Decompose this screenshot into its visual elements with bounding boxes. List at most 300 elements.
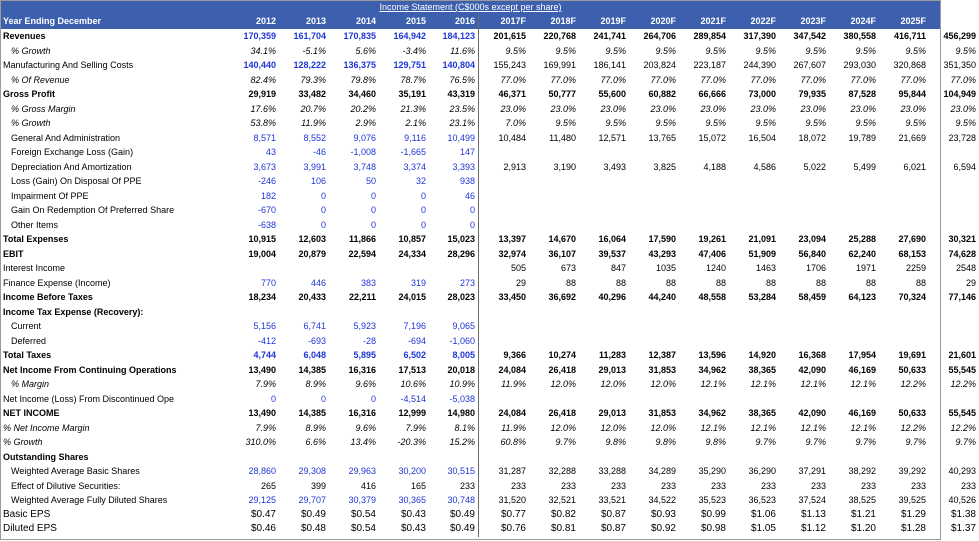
table-cell[interactable]: 21.3% (400, 103, 426, 114)
table-cell[interactable]: 77.0% (750, 74, 776, 85)
table-cell[interactable]: 23.0% (600, 103, 626, 114)
table-cell[interactable]: 12.2% (950, 379, 976, 389)
table-cell[interactable]: $0.93 (650, 508, 676, 520)
table-cell[interactable]: 20.2% (350, 103, 376, 114)
table-cell[interactable]: 95,844 (898, 89, 926, 99)
table-cell[interactable]: 12.0% (600, 379, 626, 389)
table-cell[interactable]: 0 (429, 218, 479, 233)
table-cell[interactable]: 0 (270, 393, 276, 404)
table-cell[interactable]: $0.43 (400, 523, 426, 534)
table-cell[interactable]: 23.0% (850, 103, 876, 114)
table-cell[interactable]: 29,308 (298, 466, 326, 476)
table-cell[interactable]: 140,440 (243, 60, 276, 70)
table-cell[interactable]: 11.9% (501, 422, 526, 433)
table-cell[interactable]: 48,558 (698, 292, 726, 302)
table-cell[interactable]: 9.5% (755, 45, 776, 56)
table-cell[interactable]: 12.1% (750, 422, 776, 433)
table-cell[interactable] (929, 145, 979, 160)
table-cell[interactable]: 6,741 (303, 321, 326, 331)
table-cell[interactable]: 32,288 (548, 466, 576, 476)
table-cell[interactable]: 16,504 (748, 132, 776, 143)
table-cell[interactable] (829, 450, 879, 465)
table-cell[interactable]: $0.77 (500, 508, 526, 520)
table-cell[interactable]: 5,499 (853, 161, 876, 172)
table-cell[interactable] (379, 261, 429, 276)
table-cell[interactable]: 43,293 (648, 248, 676, 259)
table-cell[interactable]: 10,857 (398, 234, 426, 244)
table-cell[interactable]: $0.49 (429, 508, 479, 523)
table-cell[interactable]: 17,590 (648, 234, 676, 244)
table-cell[interactable]: 1971 (855, 263, 876, 273)
table-cell[interactable]: 0 (370, 190, 376, 201)
table-cell[interactable]: 32,974 (498, 248, 526, 259)
table-cell[interactable] (779, 392, 829, 407)
table-cell[interactable]: 82.4% (250, 74, 276, 85)
table-cell[interactable]: 3,374 (403, 161, 426, 172)
table-cell[interactable]: 1035 (655, 263, 676, 273)
table-cell[interactable] (929, 450, 979, 465)
table-cell[interactable]: 18,072 (798, 132, 826, 143)
table-cell[interactable]: 47,406 (698, 248, 726, 259)
table-cell[interactable]: $0.54 (350, 508, 376, 520)
table-cell[interactable]: 23.0% (550, 103, 576, 114)
table-cell[interactable] (679, 334, 729, 349)
table-cell[interactable]: 34.1% (250, 45, 276, 56)
table-cell[interactable]: 416,711 (893, 31, 926, 41)
table-cell[interactable]: 34,460 (348, 89, 376, 99)
table-cell[interactable]: $0.47 (250, 508, 276, 520)
table-cell[interactable] (629, 203, 679, 218)
table-cell[interactable]: 12.1% (800, 379, 826, 389)
table-cell[interactable]: 9.7% (855, 437, 876, 447)
table-cell[interactable]: 12.1% (700, 422, 726, 433)
table-cell[interactable]: 12.1% (850, 379, 876, 389)
table-cell[interactable] (729, 189, 779, 204)
table-cell[interactable]: 7.9% (405, 422, 426, 433)
table-cell[interactable] (529, 319, 579, 334)
table-cell[interactable]: 9.5% (655, 45, 676, 56)
table-cell[interactable] (529, 334, 579, 349)
table-cell[interactable]: 5.6% (355, 45, 376, 56)
table-cell[interactable]: 0 (420, 205, 426, 215)
table-cell[interactable] (779, 305, 829, 320)
table-cell[interactable] (679, 305, 729, 320)
table-cell[interactable]: 233 (860, 480, 876, 491)
table-cell[interactable]: 36,107 (548, 248, 576, 259)
table-cell[interactable]: 9.5% (805, 45, 826, 56)
table-cell[interactable]: 20,879 (298, 248, 326, 259)
table-cell[interactable]: 5,923 (353, 321, 376, 331)
table-cell[interactable] (529, 174, 579, 189)
year-header-2018F[interactable]: 2018F (550, 16, 576, 26)
row-label[interactable]: Depreciation And Amortization (11, 161, 132, 172)
table-cell[interactable]: 9.5% (805, 118, 826, 128)
table-cell[interactable]: 18,234 (248, 292, 276, 302)
table-cell[interactable]: 310.0% (245, 437, 276, 447)
table-cell[interactable]: 3,748 (353, 161, 376, 172)
row-label[interactable]: Revenues (3, 31, 46, 41)
table-cell[interactable]: 30,515 (429, 464, 479, 479)
year-header-2014[interactable]: 2014 (355, 16, 376, 26)
row-label[interactable]: General And Administration (11, 132, 121, 143)
table-cell[interactable] (279, 261, 329, 276)
table-cell[interactable] (929, 319, 979, 334)
table-cell[interactable]: 38,365 (748, 364, 776, 375)
table-cell[interactable]: 17.6% (250, 103, 276, 114)
table-cell[interactable]: 51,909 (748, 248, 776, 259)
table-cell[interactable]: 34,522 (648, 495, 676, 505)
table-cell[interactable]: 9.6% (355, 422, 376, 433)
table-cell[interactable]: 6,594 (953, 161, 976, 172)
table-cell[interactable]: 12,999 (398, 408, 426, 418)
table-cell[interactable] (579, 450, 629, 465)
row-label[interactable]: EBIT (3, 248, 24, 259)
row-label[interactable]: Manufacturing And Selling Costs (3, 60, 134, 70)
table-cell[interactable]: 12.2% (900, 379, 926, 389)
table-cell[interactable] (929, 174, 979, 189)
table-cell[interactable]: 0 (370, 393, 376, 404)
table-cell[interactable] (579, 334, 629, 349)
table-cell[interactable]: 233 (560, 480, 576, 491)
table-cell[interactable]: 21,669 (898, 132, 926, 143)
table-cell[interactable]: 23.5% (429, 102, 479, 117)
row-label[interactable]: Effect of Dilutive Securities: (11, 480, 121, 491)
table-cell[interactable] (729, 145, 779, 160)
table-cell[interactable]: 79.3% (300, 74, 326, 85)
table-cell[interactable] (479, 392, 529, 407)
table-cell[interactable]: 60,882 (648, 89, 676, 99)
table-cell[interactable]: -694 (407, 335, 426, 346)
table-cell[interactable]: -3.4% (402, 45, 426, 56)
table-cell[interactable]: 12.0% (600, 422, 626, 433)
table-cell[interactable]: 2,913 (503, 161, 526, 172)
year-header-2024F[interactable]: 2024F (850, 16, 876, 26)
table-cell[interactable]: 106 (310, 176, 326, 186)
table-cell[interactable]: 201,615 (493, 31, 526, 41)
table-cell[interactable]: 233 (910, 480, 926, 491)
table-cell[interactable]: 0 (420, 190, 426, 201)
table-cell[interactable] (629, 334, 679, 349)
table-cell[interactable]: 88 (915, 277, 926, 288)
table-cell[interactable]: 24,084 (498, 364, 526, 375)
table-cell[interactable]: 42,090 (798, 408, 826, 418)
table-cell[interactable]: 33,288 (598, 466, 626, 476)
table-cell[interactable]: 4,586 (753, 161, 776, 172)
table-cell[interactable]: 35,290 (698, 466, 726, 476)
table-cell[interactable]: 456,299 (943, 31, 976, 41)
table-cell[interactable]: 184,123 (429, 29, 479, 44)
table-cell[interactable]: 23.0% (650, 103, 676, 114)
table-cell[interactable]: 13,765 (648, 132, 676, 143)
row-label[interactable]: Weighted Average Fully Diluted Shares (11, 495, 168, 505)
table-cell[interactable] (479, 334, 529, 349)
table-cell[interactable]: 9.5% (905, 118, 926, 128)
table-cell[interactable]: 77.0% (900, 74, 926, 85)
table-cell[interactable] (829, 189, 879, 204)
table-cell[interactable] (829, 145, 879, 160)
table-cell[interactable]: 9.5% (655, 118, 676, 128)
table-cell[interactable] (729, 450, 779, 465)
table-cell[interactable] (679, 174, 729, 189)
table-cell[interactable]: 347,542 (793, 31, 826, 41)
table-cell[interactable] (429, 450, 479, 465)
table-cell[interactable]: 8,571 (253, 132, 276, 143)
row-label[interactable]: Deferred (11, 335, 47, 346)
table-cell[interactable]: 23.1% (429, 116, 479, 131)
table-cell[interactable]: 79,935 (798, 89, 826, 99)
table-cell[interactable] (929, 189, 979, 204)
table-cell[interactable]: 3,825 (653, 161, 676, 172)
table-cell[interactable]: -246 (257, 176, 276, 186)
table-cell[interactable] (779, 218, 829, 233)
table-cell[interactable]: 34,962 (698, 408, 726, 418)
table-cell[interactable] (779, 145, 829, 160)
table-cell[interactable]: 29 (515, 277, 526, 288)
table-cell[interactable] (529, 392, 579, 407)
table-cell[interactable]: 60.8% (500, 437, 526, 447)
year-header-2020F[interactable]: 2020F (650, 16, 676, 26)
row-label[interactable]: Total Expenses (3, 234, 69, 244)
table-cell[interactable]: 8.9% (305, 379, 326, 389)
table-cell[interactable] (479, 189, 529, 204)
year-header-2015[interactable]: 2015 (405, 16, 426, 26)
table-cell[interactable]: 14,385 (298, 364, 326, 375)
table-cell[interactable]: 11,866 (348, 234, 376, 244)
table-cell[interactable] (429, 305, 479, 320)
table-cell[interactable]: 24,015 (398, 292, 426, 302)
table-cell[interactable] (579, 305, 629, 320)
table-cell[interactable]: $0.48 (300, 523, 326, 534)
table-cell[interactable]: 26,418 (548, 408, 576, 418)
table-cell[interactable]: 1463 (755, 263, 776, 273)
table-cell[interactable] (529, 189, 579, 204)
table-cell[interactable]: 33,450 (498, 292, 526, 302)
table-cell[interactable]: 35,523 (698, 495, 726, 505)
table-cell[interactable] (629, 218, 679, 233)
table-cell[interactable]: 12.0% (550, 422, 576, 433)
table-cell[interactable]: -5,038 (429, 392, 479, 407)
table-cell[interactable]: 30,200 (398, 466, 426, 476)
table-cell[interactable]: 9.5% (705, 45, 726, 56)
table-cell[interactable]: 23.0% (500, 103, 526, 114)
table-cell[interactable]: $1.37 (950, 523, 976, 534)
table-cell[interactable]: 233 (660, 480, 676, 491)
table-cell[interactable]: 11.6% (429, 44, 479, 59)
table-cell[interactable]: 938 (429, 174, 479, 189)
table-cell[interactable]: 35,191 (398, 89, 426, 99)
table-cell[interactable] (679, 189, 729, 204)
row-label[interactable]: % Margin (11, 379, 50, 389)
table-cell[interactable] (429, 261, 479, 276)
table-cell[interactable]: 155,243 (493, 60, 526, 70)
table-cell[interactable]: 19,261 (698, 234, 726, 244)
table-cell[interactable] (329, 305, 379, 320)
table-cell[interactable] (829, 203, 879, 218)
table-cell[interactable]: 7.9% (255, 422, 276, 433)
table-cell[interactable] (629, 305, 679, 320)
table-cell[interactable]: 8.9% (305, 422, 326, 433)
row-label[interactable]: Foreign Exchange Loss (Gain) (11, 147, 134, 157)
table-cell[interactable]: 9.5% (905, 45, 926, 56)
table-cell[interactable]: 9.7% (755, 437, 776, 447)
table-cell[interactable] (879, 319, 929, 334)
table-cell[interactable] (223, 450, 279, 465)
table-cell[interactable] (479, 174, 529, 189)
row-label[interactable]: Gross Profit (3, 89, 56, 99)
table-cell[interactable]: 28,023 (429, 290, 479, 305)
table-cell[interactable]: 46,371 (498, 89, 526, 99)
table-cell[interactable]: 73,000 (748, 89, 776, 99)
table-cell[interactable]: 55,545 (948, 408, 976, 418)
table-cell[interactable]: -46 (312, 147, 326, 157)
table-cell[interactable]: 34,962 (698, 364, 726, 375)
table-cell[interactable]: 53.8% (250, 118, 276, 128)
table-cell[interactable]: 27,690 (898, 234, 926, 244)
table-cell[interactable] (579, 145, 629, 160)
table-cell[interactable]: $0.43 (400, 508, 426, 520)
table-cell[interactable]: 220,768 (543, 31, 576, 41)
row-label[interactable]: NET INCOME (3, 408, 60, 418)
table-cell[interactable]: 88 (865, 277, 876, 288)
table-cell[interactable]: 6.6% (305, 437, 326, 447)
year-header-2012[interactable]: 2012 (255, 16, 276, 26)
table-cell[interactable]: $0.49 (300, 508, 326, 520)
table-cell[interactable]: 267,607 (793, 60, 826, 70)
table-cell[interactable]: 23.0% (900, 103, 926, 114)
table-cell[interactable]: 23.0% (750, 103, 776, 114)
table-cell[interactable]: -4,514 (400, 393, 426, 404)
table-cell[interactable]: 241,741 (593, 31, 626, 41)
table-cell[interactable]: 1240 (705, 263, 726, 273)
table-cell[interactable]: 24,084 (498, 408, 526, 418)
table-cell[interactable] (879, 174, 929, 189)
table-cell[interactable]: 289,854 (693, 31, 726, 41)
table-cell[interactable] (929, 334, 979, 349)
table-cell[interactable]: 10,484 (498, 132, 526, 143)
table-cell[interactable]: -1,665 (400, 147, 426, 157)
table-cell[interactable]: 20,018 (429, 363, 479, 378)
table-cell[interactable]: 88 (765, 277, 776, 288)
table-cell[interactable]: 77.0% (600, 74, 626, 85)
table-cell[interactable]: 42,090 (798, 364, 826, 375)
table-cell[interactable] (879, 145, 929, 160)
table-cell[interactable]: 9.8% (705, 437, 726, 447)
table-cell[interactable]: 70,324 (898, 292, 926, 302)
table-cell[interactable]: 12.2% (950, 422, 976, 433)
table-cell[interactable]: 87,528 (848, 89, 876, 99)
table-cell[interactable]: 9.5% (605, 118, 626, 128)
table-cell[interactable]: 23.0% (700, 103, 726, 114)
table-cell[interactable]: 11,480 (549, 132, 576, 143)
table-cell[interactable]: 446 (310, 277, 326, 288)
table-cell[interactable] (379, 450, 429, 465)
row-label[interactable]: Net Income From Continuing Operations (3, 364, 177, 375)
table-cell[interactable]: 32,521 (548, 495, 576, 505)
table-cell[interactable] (879, 189, 929, 204)
table-cell[interactable]: 68,153 (898, 248, 926, 259)
table-cell[interactable]: 9,076 (353, 132, 376, 143)
table-cell[interactable]: 15.2% (429, 435, 479, 450)
table-cell[interactable]: 16,316 (348, 364, 376, 375)
table-cell[interactable]: 88 (565, 277, 576, 288)
table-cell[interactable]: 29,963 (348, 466, 376, 476)
table-cell[interactable]: $0.98 (700, 523, 726, 534)
table-cell[interactable]: 77.0% (650, 74, 676, 85)
table-cell[interactable]: 33,482 (298, 89, 326, 99)
year-header-2021F[interactable]: 2021F (700, 16, 726, 26)
year-header-2025F[interactable]: 2025F (900, 16, 926, 26)
year-header-2016[interactable]: 2016 (429, 14, 479, 29)
row-label[interactable]: % Of Revenue (11, 74, 70, 85)
table-cell[interactable] (629, 392, 679, 407)
table-cell[interactable]: 383 (360, 277, 376, 288)
table-cell[interactable]: 77.0% (550, 74, 576, 85)
table-cell[interactable] (629, 174, 679, 189)
table-cell[interactable]: 77,146 (948, 292, 976, 302)
table-cell[interactable] (929, 305, 979, 320)
table-cell[interactable]: 33,521 (598, 495, 626, 505)
row-label[interactable]: % Growth (11, 45, 51, 56)
table-cell[interactable]: 0 (420, 219, 426, 230)
table-cell[interactable]: 58,459 (798, 292, 826, 302)
table-cell[interactable]: 30,321 (948, 234, 976, 244)
row-label[interactable]: % Growth (11, 118, 51, 128)
table-cell[interactable]: 5,895 (353, 350, 376, 360)
table-cell[interactable] (829, 305, 879, 320)
table-cell[interactable] (729, 174, 779, 189)
table-cell[interactable]: 88 (715, 277, 726, 288)
table-cell[interactable]: 29,013 (598, 364, 626, 375)
table-cell[interactable]: 14,920 (748, 350, 776, 360)
table-cell[interactable]: 29,013 (598, 408, 626, 418)
table-cell[interactable]: $1.13 (800, 508, 826, 520)
table-cell[interactable] (779, 319, 829, 334)
table-cell[interactable]: 56,840 (798, 248, 826, 259)
table-cell[interactable]: 770 (260, 277, 276, 288)
table-cell[interactable] (529, 305, 579, 320)
table-cell[interactable]: 29,707 (298, 495, 326, 505)
table-cell[interactable] (629, 189, 679, 204)
table-cell[interactable]: 10.9% (429, 377, 479, 392)
table-cell[interactable] (879, 305, 929, 320)
table-cell[interactable] (479, 203, 529, 218)
table-cell[interactable] (679, 218, 729, 233)
table-cell[interactable] (779, 334, 829, 349)
table-cell[interactable]: 273 (429, 276, 479, 291)
table-cell[interactable]: 22,211 (348, 292, 376, 302)
table-cell[interactable]: 29,125 (248, 495, 276, 505)
table-cell[interactable]: 21,091 (748, 234, 776, 244)
table-cell[interactable]: 50,777 (548, 89, 576, 99)
table-cell[interactable]: $1.38 (950, 508, 976, 520)
table-cell[interactable]: 203,824 (643, 60, 676, 70)
table-cell[interactable]: 53,284 (748, 292, 776, 302)
table-cell[interactable]: 673 (560, 263, 576, 273)
table-cell[interactable]: 9.5% (705, 118, 726, 128)
table-cell[interactable] (679, 145, 729, 160)
table-cell[interactable]: 9,116 (404, 132, 426, 143)
table-cell[interactable]: 34,289 (648, 466, 676, 476)
row-label[interactable]: % Net Income Margin (3, 422, 90, 433)
table-cell[interactable]: 161,704 (293, 31, 326, 41)
table-cell[interactable]: 3,190 (553, 161, 576, 172)
table-cell[interactable]: 77.0% (950, 74, 976, 85)
table-cell[interactable]: 4,188 (703, 161, 726, 172)
table-cell[interactable]: 17,954 (848, 350, 876, 360)
table-cell[interactable]: 14,980 (429, 406, 479, 421)
table-cell[interactable]: 5,022 (803, 161, 826, 172)
table-cell[interactable]: 36,692 (548, 292, 576, 302)
